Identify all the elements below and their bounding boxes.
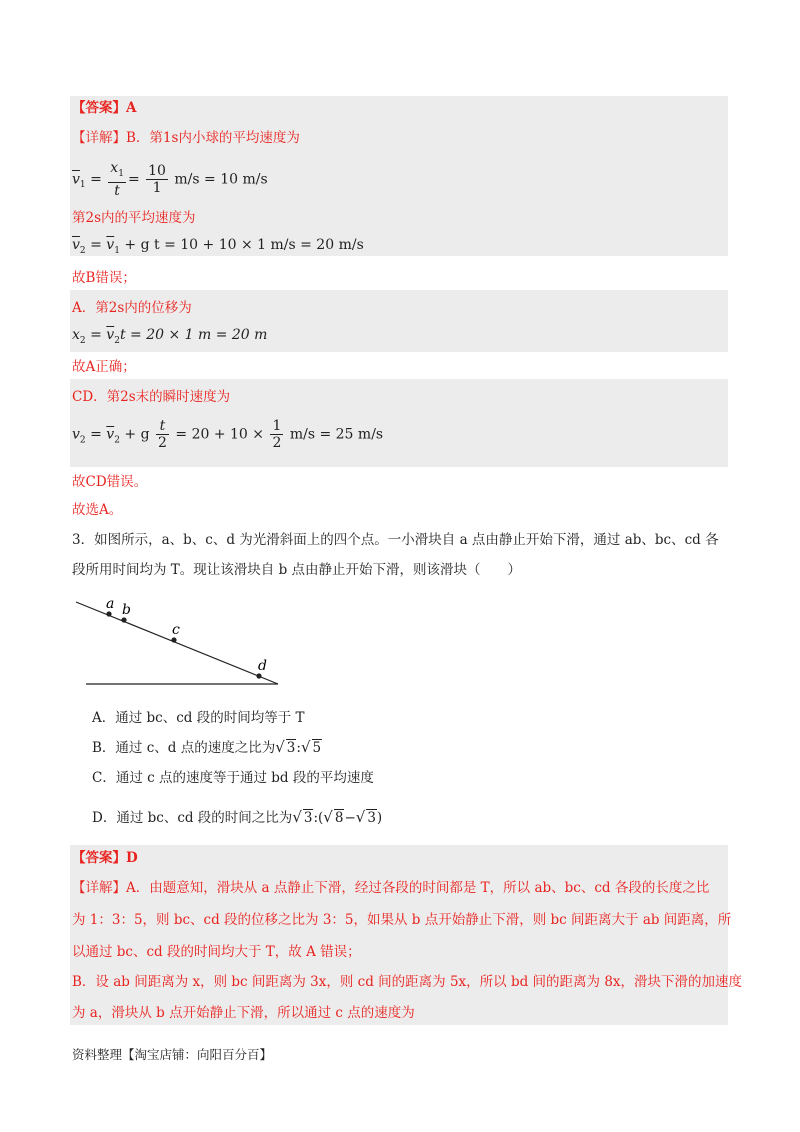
label-a: a [106,596,115,612]
option-a[interactable]: A．通过 bc、cd 段的时间均等于 T [92,710,305,726]
answer-label-2: 【答案】D [72,850,138,866]
detail2-line1: 【详解】A．由题意知，滑块从 a 点静止下滑，经过各段的时间都是 T，所以 ab、bc、cd 各段的长度之比 [72,880,710,896]
detail2-line2: 为 1：3：5，则 bc、cd 段的位移之比为 3：5，如果从 b 点开始静止下滑，则 bc 间距离大于 ab 间距离，所 [72,912,732,928]
equation-avg-velocity-1: $\overline{v}_1$ = $\frac{x_1}{t}$ = $\frac{10}{1}$ m/s = 10 m/s [72,160,268,199]
line-2s-avg: 第2s内的平均速度为 [72,210,196,226]
equation-instant-velocity: $v_2 = \overline{v}_2 + g$ $\frac{t}{2}$ = 20 + 10 × $\frac{1}{2}$ m/s = 25 m/s [72,418,384,451]
answer-label: 【答案】A [72,100,137,116]
incline-figure [72,592,292,692]
final-answer: 故选A。 [72,502,123,518]
point-b [121,617,126,622]
incline-line [76,602,278,684]
line-cd-instant: CD．第2s末的瞬时速度为 [72,389,231,405]
answer-band-4 [70,845,728,1025]
detail2-line4: B．设 ab 间距离为 x，则 bc 间距离为 3x，则 cd 间的距离为 5x，所以 bd 间的距离为 8x，滑块下滑的加速度 [72,974,743,990]
conclusion-cd: 故CD错误。 [72,474,148,490]
equation-avg-velocity-2: $\overline{v}_2 = \overline{v}_1 + g$ t = 10 + 10 × 1 m/s = 20 m/s [72,237,364,256]
point-c [171,637,176,642]
detail2-line5: 为 a，滑块从 b 点开始静止下滑，所以通过 c 点的速度为 [72,1005,415,1021]
label-b: b [122,602,131,618]
conclusion-b: 故B错误； [72,270,136,286]
footer-source: 资料整理【淘宝店铺：向阳百分百】 [72,1047,273,1062]
label-d: d [258,658,267,674]
point-a [106,611,111,616]
q3-stem-line1: 3．如图所示，a、b、c、d 为光滑斜面上的四个点。一小滑块自 a 点由静止开始下滑，通过 ab、bc、cd 各 [72,532,719,548]
option-b[interactable]: B．通过 c、d 点的速度之比为√ 3:√ 5 [92,738,322,756]
conclusion-a: 故A正确； [72,359,136,375]
q3-stem-line2: 段所用时间均为 T。现让该滑块自 b 点由静止开始下滑，则该滑块（ ） [72,562,522,578]
equation-displacement: $x_2 = \overline{v}_2t = 20 \times 1$ m = 20 m [72,327,268,346]
option-c[interactable]: C．通过 c 点的速度等于通过 bd 段的平均速度 [92,770,374,786]
option-d[interactable]: D．通过 bc、cd 段的时间之比为√ 3:(√ 8−√ 3) [92,808,383,826]
label-c: c [172,622,180,638]
detail-intro: 【详解】B．第1s内小球的平均速度为 [72,130,300,146]
detail2-line3: 以通过 bc、cd 段的时间均大于 T，故 A 错误； [72,944,361,960]
point-d [256,673,261,678]
line-a-displacement: A．第2s内的位移为 [72,300,192,316]
